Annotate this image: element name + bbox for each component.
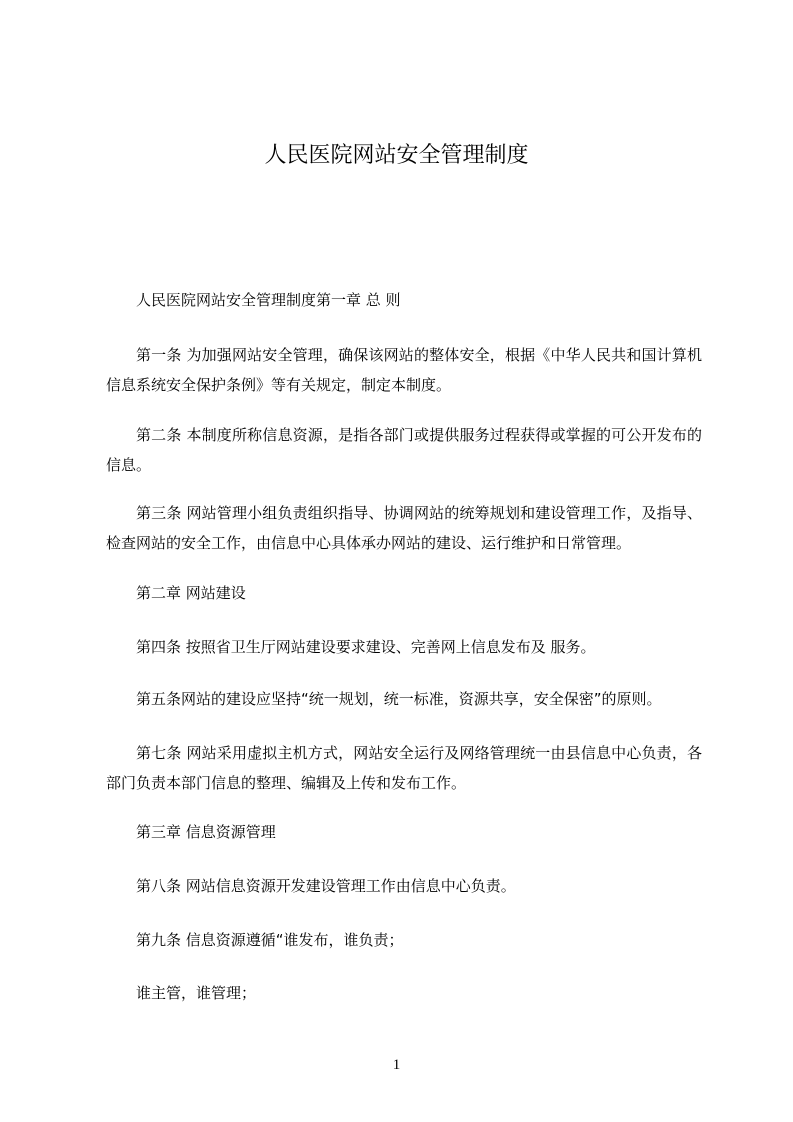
paragraph: 第三条 网站管理小组负责组织指导、协调网站的统筹规划和建设管理工作，及指导、检查网站的安全工作，由信息中心具体承办网站的建设、运行维护和日常管理。 <box>106 504 702 552</box>
chapter-heading: 第二章 网站建设 <box>136 584 246 602</box>
paragraph: 第九条 信息资源遵循“谁发布，谁负责； <box>136 931 404 949</box>
paragraph: 第一条 为加强网站安全管理，确保该网站的整体安全，根据《中华人民共和国计算机信息系统安全保护条例》等有关规定，制定本制度。 <box>106 346 702 394</box>
paragraph: 谁主管，谁管理； <box>136 984 257 1002</box>
paragraph: 第八条 网站信息资源开发建设管理工作由信息中心负责。 <box>136 877 516 895</box>
chapter-heading: 人民医院网站安全管理制度第一章 总 则 <box>136 291 401 309</box>
page-number: 1 <box>392 1057 401 1073</box>
paragraph: 第二条 本制度所称信息资源，是指各部门或提供服务过程获得或掌握的可公开发布的信息。 <box>106 426 702 474</box>
document-title: 人民医院网站安全管理制度 <box>264 143 529 168</box>
paragraph: 第五条网站的建设应坚持“统一规划，统一标准，资源共享，安全保密”的原则。 <box>136 690 662 708</box>
chapter-heading: 第三章 信息资源管理 <box>136 823 276 841</box>
paragraph: 第七条 网站采用虚拟主机方式，网站安全运行及网络管理统一由县信息中心负责，各部门负责本部门信息的整理、编辑及上传和发布工作。 <box>106 744 702 792</box>
paragraph: 第四条 按照省卫生厅网站建设要求建设、完善网上信息发布及 服务。 <box>136 638 596 656</box>
